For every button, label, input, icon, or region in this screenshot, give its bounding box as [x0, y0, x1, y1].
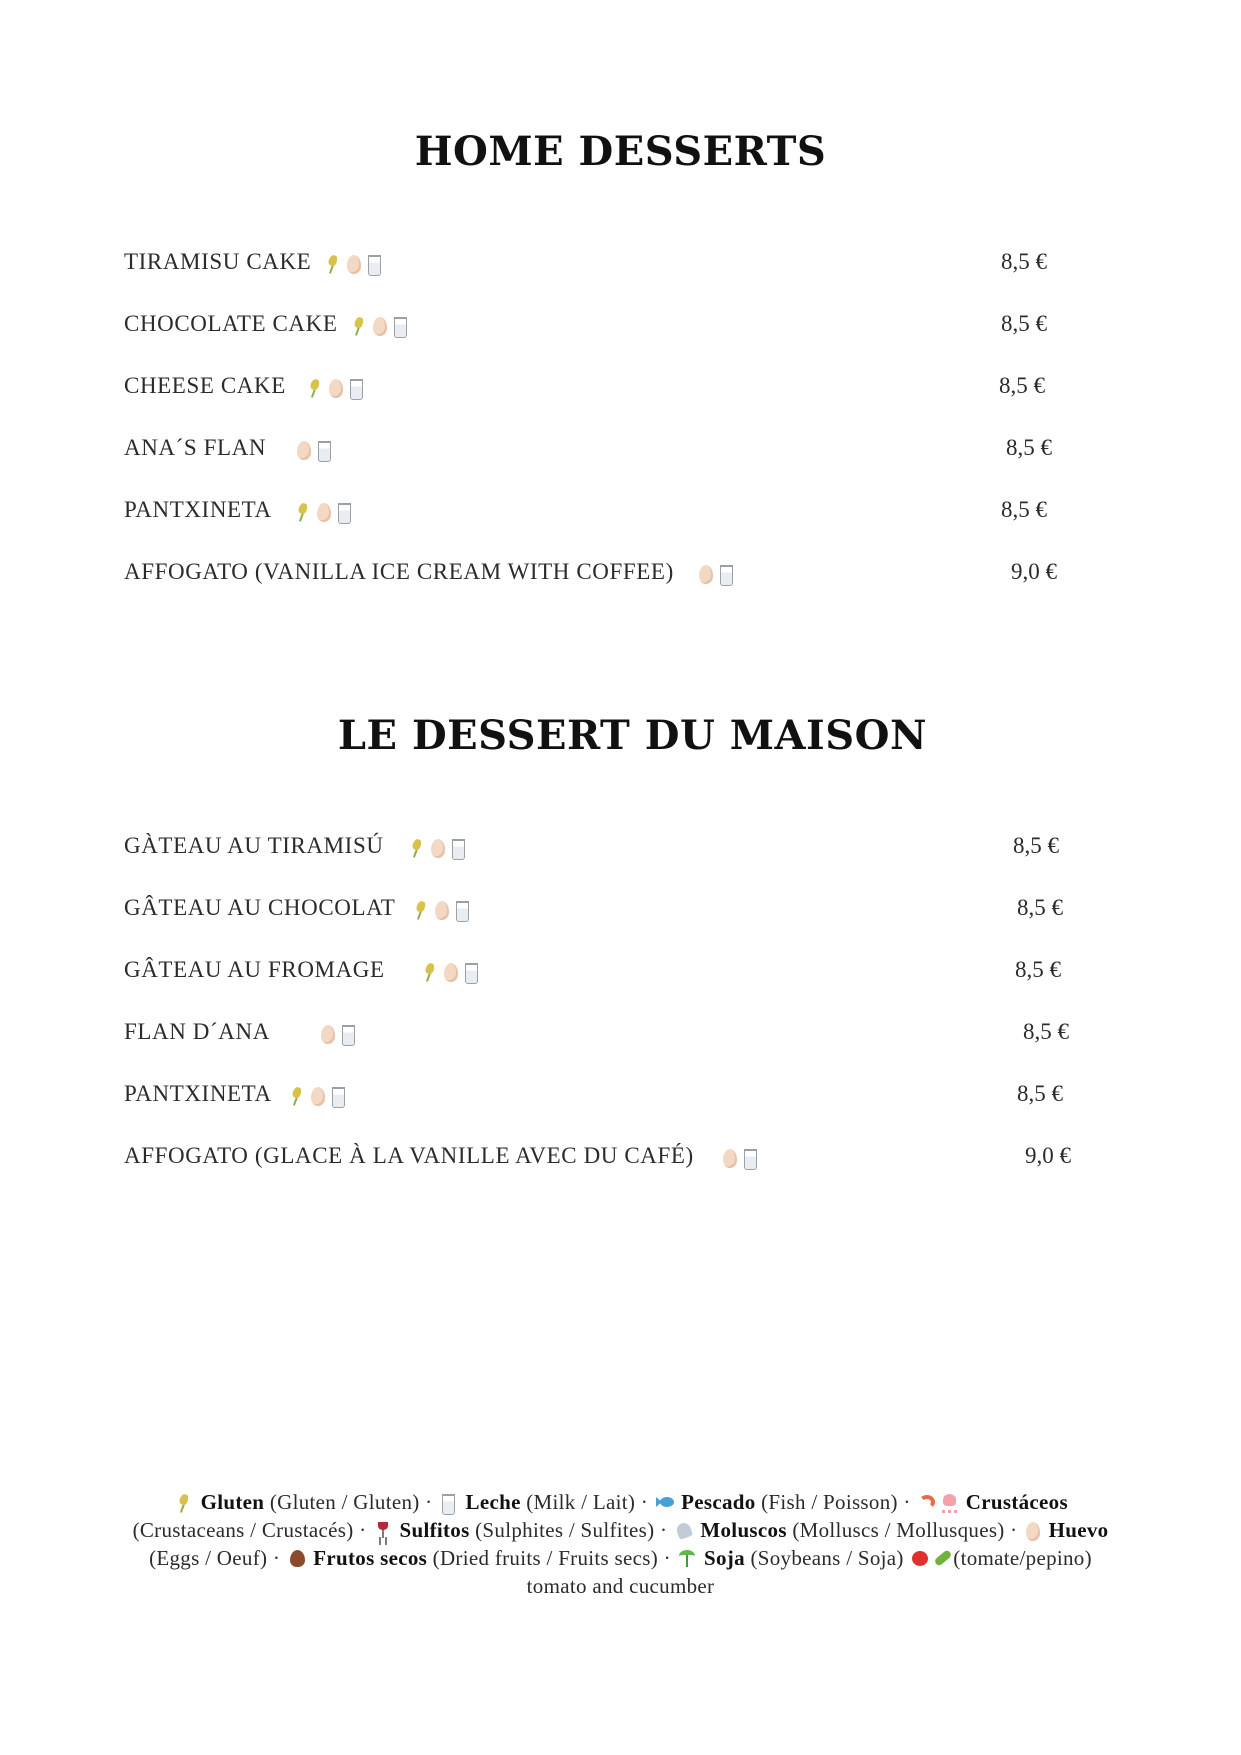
menu-item: [124, 366, 364, 406]
wheat-icon: [175, 1492, 193, 1512]
legend-soy-detail: (Soybeans / Soja): [750, 1546, 904, 1570]
menu-item-name: GÂTEAU AU CHOCOLAT: [124, 895, 396, 920]
menu-item-name: CHOCOLATE CAKE: [124, 311, 338, 336]
menu-item: [124, 1012, 356, 1052]
section-title-le-dessert-du-maison: LE DESSERT DU MAISON: [337, 712, 928, 759]
allergen-icons: [421, 961, 479, 983]
menu-item: [124, 1074, 346, 1114]
legend-gluten-detail: (Gluten / Gluten): [269, 1490, 420, 1514]
legend-eggs-detail: (Eggs / Oeuf): [149, 1546, 268, 1570]
menu-item: [124, 1136, 758, 1176]
milk-glass-icon: [392, 315, 408, 337]
egg-icon: [1025, 1520, 1041, 1540]
milk-glass-icon: [450, 837, 466, 859]
milk-glass-icon: [316, 439, 332, 461]
legend-separator: ·: [903, 1490, 911, 1514]
allergen-legend: [130, 1488, 1111, 1600]
allergen-icons: [320, 1023, 356, 1045]
egg-icon: [346, 253, 362, 275]
menu-item: [124, 552, 734, 592]
legend-crustaceans-detail: (Crustaceans / Crustacés): [132, 1518, 354, 1542]
legend-fish-label: Pescado: [681, 1490, 756, 1514]
milk-glass-icon: [454, 899, 470, 921]
menu-item-name: TIRAMISU CAKE: [124, 249, 312, 274]
egg-icon: [296, 439, 312, 461]
wheat-icon: [294, 501, 312, 523]
legend-separator: ·: [272, 1546, 281, 1570]
legend-separator: ·: [425, 1490, 433, 1514]
wheat-icon: [412, 899, 430, 921]
legend-gluten-label: Gluten: [200, 1490, 265, 1514]
legend-tomato-cucumber-detail: (tomate/pepino) tomato and cucumber: [526, 1546, 1092, 1598]
allergen-icons: [288, 1085, 346, 1107]
menu-item-price: 8,5 €: [1001, 249, 1047, 274]
chestnut-icon: [288, 1548, 306, 1568]
menu-item-price: 9,0 €: [1011, 559, 1057, 584]
milk-glass-icon: [718, 563, 734, 585]
seedling-icon: [678, 1548, 696, 1568]
allergen-icons: [722, 1147, 758, 1169]
menu-item: [124, 826, 466, 866]
allergen-icons: [306, 377, 364, 399]
milk-glass-icon: [742, 1147, 758, 1169]
menu-item: [124, 888, 470, 928]
fish-icon: [656, 1492, 674, 1512]
menu-item-name: AFFOGATO (VANILLA ICE CREAM WITH COFFEE): [124, 559, 674, 584]
legend-separator: ·: [640, 1490, 649, 1514]
legend-separator: ·: [359, 1518, 367, 1542]
tomato-icon: [911, 1548, 929, 1568]
shell-icon: [675, 1520, 693, 1540]
egg-icon: [372, 315, 388, 337]
wheat-icon: [288, 1085, 306, 1107]
legend-separator: ·: [1010, 1518, 1018, 1542]
menu-item-price: 8,5 €: [1006, 435, 1052, 460]
shrimp-icon: [918, 1492, 936, 1512]
wheat-icon: [421, 961, 439, 983]
menu-item-name: GÂTEAU AU FROMAGE: [124, 957, 385, 982]
legend-fish-detail: (Fish / Poisson): [761, 1490, 898, 1514]
egg-icon: [430, 837, 446, 859]
menu-item: [124, 428, 332, 468]
octopus-icon: [940, 1492, 958, 1512]
milk-glass-icon: [340, 1023, 356, 1045]
legend-separator: ·: [663, 1546, 671, 1570]
egg-icon: [310, 1085, 326, 1107]
menu-item-name: PANTXINETA: [124, 497, 272, 522]
allergen-icons: [408, 837, 466, 859]
legend-milk-label: Leche: [465, 1490, 521, 1514]
allergen-icons: [698, 563, 734, 585]
menu-item-name: FLAN D´ANA: [124, 1019, 270, 1044]
allergen-icons: [412, 899, 470, 921]
wheat-icon: [324, 253, 342, 275]
egg-icon: [328, 377, 344, 399]
menu-item-price: 8,5 €: [1015, 957, 1061, 982]
menu-item-name: CHEESE CAKE: [124, 373, 286, 398]
milk-glass-icon: [440, 1492, 458, 1512]
legend-separator: ·: [659, 1518, 668, 1542]
menu-item-price: 8,5 €: [1001, 497, 1047, 522]
egg-icon: [316, 501, 332, 523]
egg-icon: [722, 1147, 738, 1169]
menu-item-price: 9,0 €: [1025, 1143, 1071, 1168]
legend-sulphites-detail: (Sulphites / Sulfites): [475, 1518, 655, 1542]
legend-soy-label: Soja: [704, 1546, 745, 1570]
menu-item-price: 8,5 €: [1013, 833, 1059, 858]
menu-item-name: GÀTEAU AU TIRAMISÚ: [124, 833, 384, 858]
allergen-icons: [294, 501, 352, 523]
legend-eggs-label: Huevo: [1048, 1518, 1109, 1542]
menu-item: [124, 950, 479, 990]
menu-item-price: 8,5 €: [1001, 311, 1047, 336]
menu-item-name: AFFOGATO (GLACE À LA VANILLE AVEC DU CAFÉ): [124, 1143, 694, 1168]
menu-item-price: 8,5 €: [1017, 895, 1063, 920]
wheat-icon: [306, 377, 324, 399]
wheat-icon: [350, 315, 368, 337]
menu-item: [124, 242, 382, 282]
section-title-home-desserts: HOME DESSERTS: [414, 128, 827, 175]
allergen-icons: [296, 439, 332, 461]
cucumber-icon: [933, 1548, 951, 1568]
egg-icon: [434, 899, 450, 921]
milk-glass-icon: [348, 377, 364, 399]
wine-glass-icon: [374, 1520, 392, 1540]
menu-item-name: PANTXINETA: [124, 1081, 272, 1106]
egg-icon: [698, 563, 714, 585]
wheat-icon: [408, 837, 426, 859]
menu-item-name: ANA´S FLAN: [124, 435, 267, 460]
allergen-icons: [350, 315, 408, 337]
egg-icon: [443, 961, 459, 983]
legend-crustaceans-label: Crustáceos: [965, 1490, 1068, 1514]
menu-item: [124, 304, 408, 344]
milk-glass-icon: [336, 501, 352, 523]
menu-item-price: 8,5 €: [1017, 1081, 1063, 1106]
legend-nuts-detail: (Dried fruits / Fruits secs): [432, 1546, 659, 1570]
menu-item-price: 8,5 €: [999, 373, 1045, 398]
milk-glass-icon: [463, 961, 479, 983]
egg-icon: [320, 1023, 336, 1045]
menu-item: [124, 490, 352, 530]
legend-sulphites-label: Sulfitos: [399, 1518, 470, 1542]
legend-nuts-label: Frutos secos: [313, 1546, 428, 1570]
milk-glass-icon: [330, 1085, 346, 1107]
milk-glass-icon: [366, 253, 382, 275]
legend-milk-detail: (Milk / Lait): [526, 1490, 636, 1514]
legend-molluscs-detail: (Molluscs / Mollusques): [792, 1518, 1005, 1542]
menu-item-price: 8,5 €: [1023, 1019, 1069, 1044]
legend-molluscs-label: Moluscos: [700, 1518, 787, 1542]
allergen-icons: [324, 253, 382, 275]
